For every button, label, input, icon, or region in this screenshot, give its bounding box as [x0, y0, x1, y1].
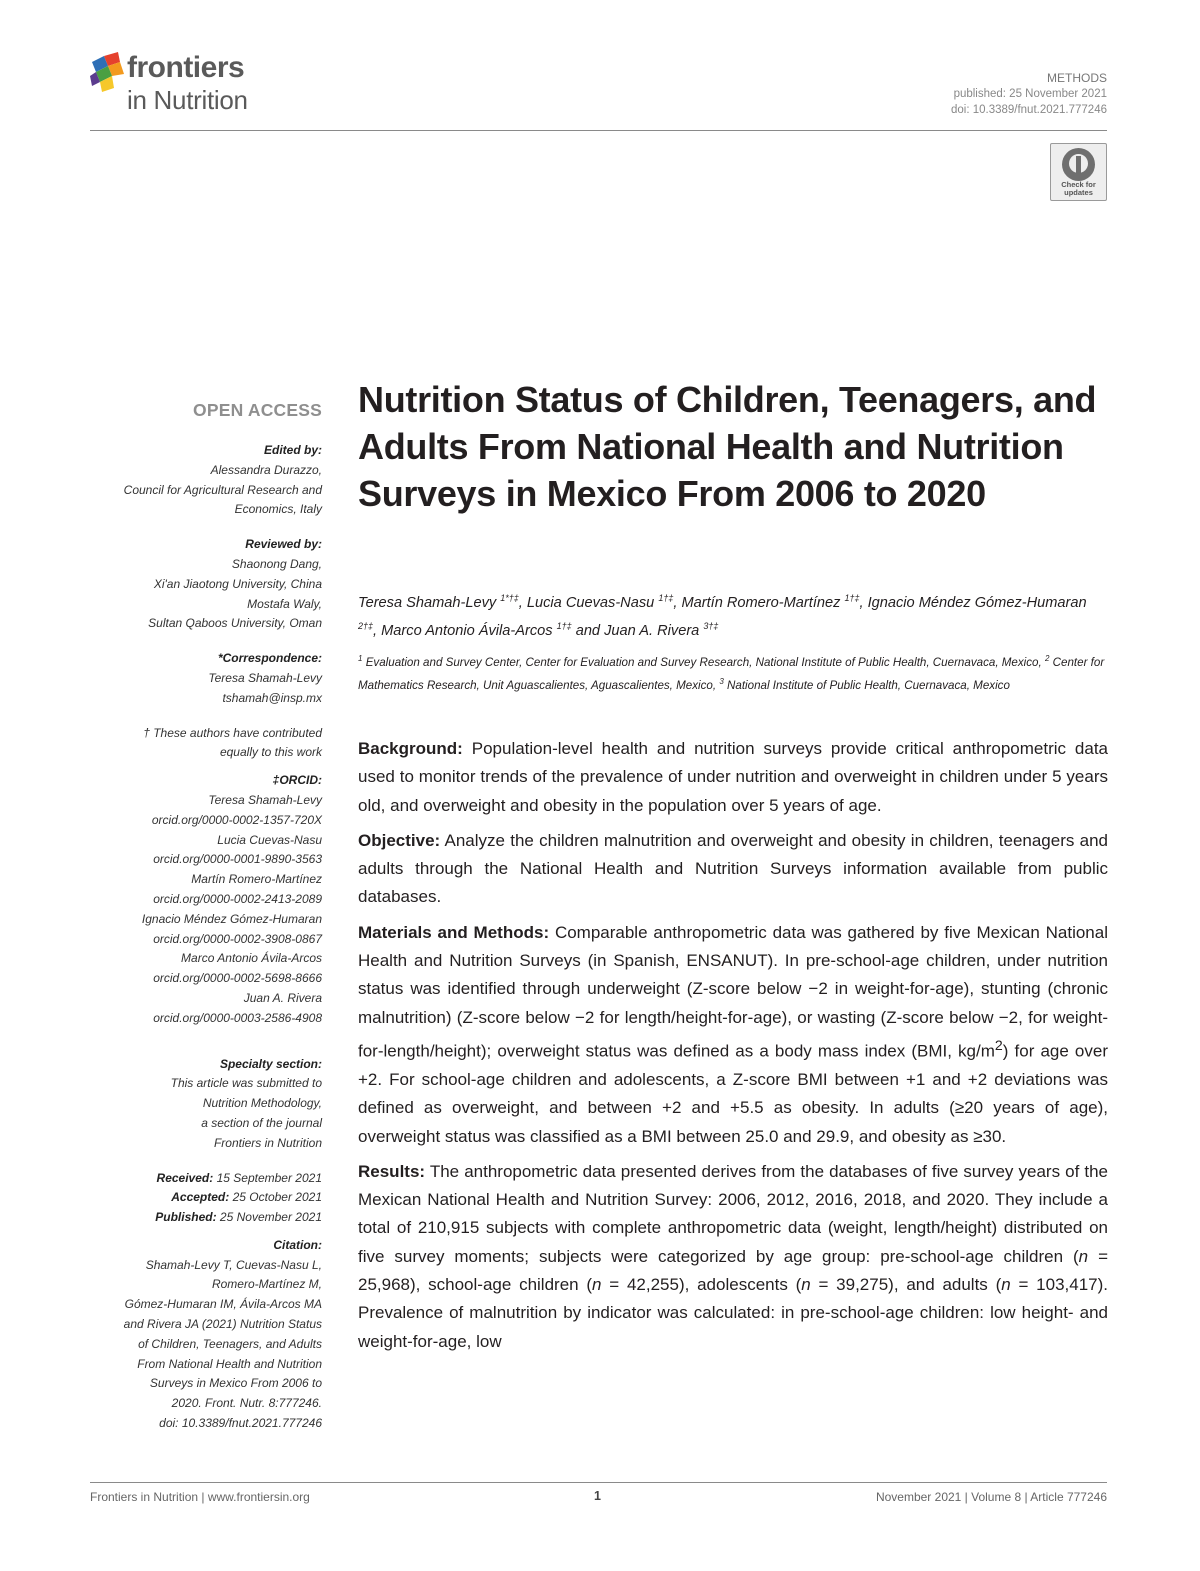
orcid-link[interactable]: orcid.org/0000-0002-2413-2089 [153, 891, 322, 906]
correspondence-name: Teresa Shamah-Levy [208, 670, 322, 685]
abstract-background: Background: Population-level health and nutrition surveys provide critical anthropometric data used to monitor trends of the prevalence of under nutrition and overweight in children under 5 years old, and overweight and obesity in the population over 5 years of age. [358, 739, 1108, 815]
journal-logo[interactable] [90, 50, 290, 120]
footer-issue-info: November 2021 | Volume 8 | Article 777246 [875, 1490, 1107, 1504]
check-for-updates-badge[interactable] [1050, 143, 1107, 201]
affiliations: $^1$ Evaluation and Survey Center, Center for Evaluation and Survey Research, National Institute of Public Health, Cuernavaca, Mexico, $^2$ Center for Mathematics Research, Unit Aguascalientes, Aguascalientes, Mexico, $^3$ National Institute of Public Health, Cuernavaca, Mexico [358, 654, 1105, 693]
reviewer-line: Mostafa Waly, [247, 596, 322, 611]
abstract-methods: Materials and Methods: Comparable anthropometric data was gathered by five Mexican National Health and Nutrition Surveys (in Spanish, ENSANUT). In pre-school-age children, under nutrition status was identified through underweight (Z-score below −2 in weight-for-age), stunting (chronic malnutrition) (Z-score below −2 for length/height-for-age), or wasting (Z-score below −2, for weight-for-length/height); overweight status was defined as a body mass index (BMI, $kg/m^2$) for age over +2. For school-age children and adolescents, a Z-score BMI between +1 and +2 deviations was defined as overweight, and between +2 and +5.5 as obesity. In adults (≥20 years of age), overweight status was classified as a BMI between 25.0 and 29.9, and obesity as ≥30. [358, 922, 1108, 1146]
abstract-objective: Objective: Analyze the children malnutrition and overweight and obesity in children, teenagers and adults through the National Health and Nutrition Surveys information available from public databases. [358, 830, 1108, 907]
article-meta-header [951, 70, 1107, 118]
citation-line: Shamah-Levy T, Cuevas-Nasu L, [145, 1257, 322, 1272]
reviewer-line: Xi'an Jiaotong University, China [153, 576, 322, 591]
citation-line: 2020. Front. Nutr. 8:777246. [171, 1396, 322, 1411]
citation-line: From National Health and Nutrition [137, 1356, 322, 1371]
specialty-line: a section of the journal [201, 1115, 322, 1130]
orcid-link[interactable]: orcid.org/0000-0002-1357-720X [151, 812, 322, 827]
reviewer-line: Sultan Qaboos University, Oman [148, 616, 322, 631]
published-date-sidebar: Published: 25 November 2021 [155, 1210, 322, 1225]
author-name[interactable]: Teresa Shamah-Levy $^{1*\dagger\ddagger}$ [358, 593, 519, 611]
article-title: Nutrition Status of Children, Teenagers, and Adults From National Health and Nutrition Surveys in Mexico From 2006 to 2020 [358, 379, 1097, 514]
received-date: Received: 15 September 2021 [156, 1170, 322, 1185]
published-date: published: 25 November 2021 [953, 88, 1107, 100]
author-name[interactable]: Ignacio Méndez Gómez-Humaran $^{2\dagger\ddagger}$ [358, 594, 1087, 631]
editor-line: Alessandra Durazzo, [210, 462, 322, 477]
affiliation: Center for Mathematics Research, Unit Aguascalientes, Aguascalientes, Mexico, [358, 655, 1105, 693]
header-divider [90, 130, 1107, 131]
specialty-line: This article was submitted to [170, 1076, 322, 1091]
footer-journal-site[interactable]: Frontiers in Nutrition | www.frontiersin.org [90, 1490, 310, 1504]
editor-line: Council for Agricultural Research and [123, 482, 322, 497]
author-name[interactable]: Marco Antonio Ávila-Arcos $^{1\dagger\ddagger}$ [381, 620, 572, 639]
citation-label: Citation: [273, 1237, 322, 1252]
orcid-link[interactable]: orcid.org/0000-0003-2586-4908 [153, 1010, 322, 1025]
correspondence-label: *Correspondence: [217, 651, 322, 666]
orcid-author: Teresa Shamah-Levy [208, 792, 322, 807]
citation-line: Gómez-Humaran IM, Ávila-Arcos MA [124, 1297, 322, 1312]
specialty-line: Frontiers in Nutrition [213, 1135, 322, 1150]
logo-wordmark-line2: in Nutrition [127, 85, 248, 115]
orcid-link[interactable]: orcid.org/0000-0002-5698-8666 [153, 971, 322, 986]
affiliation: Evaluation and Survey Center, Center for Evaluation and Survey Research, National Institute of Public Health, Cuernavaca, Mexico, [365, 655, 1042, 669]
author-name[interactable]: Lucia Cuevas-Nasu $^{1\dagger\ddagger}$ [526, 593, 674, 611]
orcid-author: Marco Antonio Ávila-Arcos [181, 951, 322, 966]
specialty-section-label: Specialty section: [219, 1056, 322, 1071]
orcid-author: Martín Romero-Martínez [191, 872, 322, 887]
orcid-author: Lucia Cuevas-Nasu [217, 832, 322, 847]
citation-doi[interactable]: doi: 10.3389/fnut.2021.777246 [159, 1416, 322, 1431]
article-info-sidebar [62, 398, 322, 1434]
citation-line: Romero-Martínez M, [211, 1277, 322, 1292]
author-list: Teresa Shamah-Levy $^{1*\dagger\ddagger}$, Lucia Cuevas-Nasu $^{1\dagger\ddagger}$, Martín Romero-Martínez $^{1\dagger\ddagger}$, Ignacio Méndez Gómez-Humaran $^{2\dagger\ddagger}$, Marco Antonio Ávila-Arcos $^{1\dagger\ddagger}$ and Juan A. Rivera $^{3\dagger\ddagger}$ [358, 593, 1087, 639]
frontiers-logo-icon [90, 52, 126, 96]
orcid-author: Ignacio Méndez Gómez-Humaran [141, 911, 322, 926]
edited-by-label: Edited by: [263, 443, 322, 457]
correspondence-email[interactable]: tshamah@insp.mx [222, 690, 322, 705]
orcid-link[interactable]: orcid.org/0000-0002-3908-0867 [153, 931, 322, 946]
citation-line: Surveys in Mexico From 2006 to [149, 1376, 322, 1391]
logo-wordmark-line1: frontiers [127, 51, 245, 84]
article-type: METHODS [1047, 71, 1107, 85]
crossmark-label: Check for updates [1061, 180, 1096, 197]
citation-line: and Rivera JA (2021) Nutrition Status [123, 1317, 322, 1332]
orcid-label: ‡ORCID: [272, 773, 322, 788]
abstract-results: Results: The anthropometric data presented derives from the databases of five survey years of the Mexican National Health and Nutrition Survey: 2006, 2012, 2016, 2018, and 2020. They include a total of 210,915 subjects with complete anthropometric data (weight, length/height) distributed on five survey moments; subjects were categorized by age group: pre-school-age children (n = 25,968), school-age children (n = 42,255), adolescents (n = 39,275), and adults (n = 103,417). Prevalence of malnutrition by indicator was calculated: in pre-school-age children: low height- and weight-for-age, low [358, 1161, 1109, 1351]
accepted-date: Accepted: 25 October 2021 [171, 1190, 322, 1205]
doi-link[interactable]: doi: 10.3389/fnut.2021.777246 [950, 104, 1107, 116]
abstract [358, 735, 1108, 1363]
page-number: 1 [594, 1489, 601, 1503]
reviewer-line: Shaonong Dang, [231, 556, 322, 571]
contribution-note: equally to this work [219, 745, 322, 760]
footer-divider [90, 1482, 1107, 1483]
author-name[interactable]: Martín Romero-Martínez $^{1\dagger\ddagger}$ [681, 593, 860, 611]
author-name[interactable]: Juan A. Rivera $^{3\dagger\ddagger}$ [604, 620, 719, 639]
editor-line: Economics, Italy [234, 502, 322, 517]
citation-line: of Children, Teenagers, and Adults [138, 1336, 322, 1351]
contribution-note: † These authors have contributed [143, 725, 322, 740]
open-access-label: OPEN ACCESS [193, 400, 322, 420]
orcid-author: Juan A. Rivera [243, 990, 322, 1005]
reviewed-by-label: Reviewed by: [245, 537, 322, 552]
specialty-line: Nutrition Methodology, [202, 1096, 322, 1111]
affiliation: National Institute of Public Health, Cuernavaca, Mexico [727, 679, 1010, 693]
orcid-link[interactable]: orcid.org/0000-0001-9890-3563 [153, 852, 322, 867]
